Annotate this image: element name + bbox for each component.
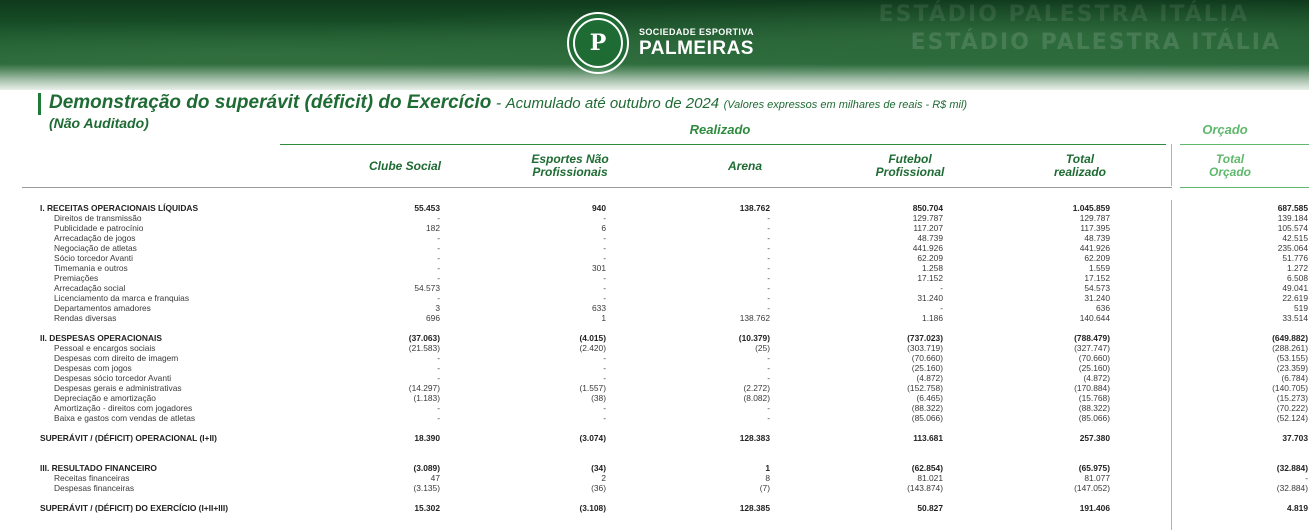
title-main: Demonstração do superávit (déficit) do Exercício	[49, 92, 492, 113]
col-head-line1: Esportes Não	[531, 152, 609, 166]
row-value: 636	[1096, 303, 1110, 313]
row-value: -	[767, 233, 770, 243]
row-value: 2	[601, 473, 606, 483]
row-label: Licenciamento da marca e franquias	[54, 293, 190, 303]
crest-letter: P	[573, 18, 623, 68]
row-value: 47	[430, 473, 440, 483]
col-head-futebol	[850, 153, 970, 179]
row-value: (152.758)	[907, 383, 943, 393]
table-row	[40, 213, 1309, 223]
row-value: (25.160)	[1078, 363, 1110, 373]
row-value: (32.884)	[1276, 483, 1308, 493]
table-row	[40, 363, 1309, 373]
col-head-arena	[685, 160, 805, 173]
row-value: (52.124)	[1276, 413, 1308, 423]
row-label: Receitas financeiras	[54, 473, 130, 483]
section-total-row	[40, 433, 1309, 443]
row-value: 3	[435, 303, 440, 313]
header-banner	[0, 0, 1309, 90]
row-value: (737.023)	[907, 333, 943, 343]
row-value: 113.681	[913, 433, 943, 443]
row-value: (649.882)	[1272, 333, 1308, 343]
row-label: Despesas sócio torcedor Avanti	[54, 373, 172, 383]
col-head-line1: Total	[1215, 152, 1245, 166]
row-value: (37.063)	[408, 333, 440, 343]
row-label: Despesas financeiras	[54, 483, 135, 493]
row-value: 81.077	[1084, 473, 1110, 483]
row-value: (143.874)	[907, 483, 943, 493]
row-value: -	[437, 403, 440, 413]
col-head-line2: realizado	[1053, 165, 1107, 179]
row-value: 17.152	[917, 273, 943, 283]
row-label: Despesas com direito de imagem	[54, 353, 179, 363]
row-value: -	[603, 373, 606, 383]
row-value: 441.926	[912, 243, 943, 253]
col-head-line2: Orçado	[1208, 165, 1251, 179]
section-total-row	[40, 203, 1309, 213]
table-row	[40, 253, 1309, 263]
header-bottom-rule	[22, 187, 1172, 188]
banner-background-text: ESTÁDIO PALESTRA ITÁLIA	[910, 30, 1281, 55]
row-value: -	[767, 283, 770, 293]
col-head-line1: Futebol	[888, 152, 932, 166]
row-value: -	[603, 253, 606, 263]
row-value: 696	[426, 313, 440, 323]
row-value: -	[767, 363, 770, 373]
row-value: -	[603, 243, 606, 253]
col-head-line1: Arena	[727, 159, 762, 173]
row-value: 117.207	[913, 223, 943, 233]
row-value: 138.762	[739, 203, 770, 213]
row-value: (65.975)	[1078, 463, 1110, 473]
row-value: 301	[592, 263, 606, 273]
row-value: 1.258	[922, 263, 943, 273]
row-value: 1.045.859	[1072, 203, 1110, 213]
row-value: -	[437, 363, 440, 373]
row-value: 18.390	[414, 433, 440, 443]
row-value: (3.135)	[413, 483, 440, 493]
row-value: (38)	[591, 393, 606, 403]
row-value: -	[603, 293, 606, 303]
row-value: -	[603, 233, 606, 243]
row-value: 139.184	[1277, 213, 1308, 223]
row-label: Rendas diversas	[54, 313, 117, 323]
row-value: -	[603, 273, 606, 283]
row-value: 81.021	[917, 473, 943, 483]
row-label: II. DESPESAS OPERACIONAIS	[40, 333, 162, 343]
row-value: 33.514	[1282, 313, 1308, 323]
row-value: 1	[765, 463, 770, 473]
table-row	[40, 303, 1309, 313]
row-value: (4.015)	[579, 333, 606, 343]
col-head-line1: Total	[1065, 152, 1095, 166]
row-label: Timemania e outros	[54, 263, 128, 273]
row-value: -	[767, 243, 770, 253]
row-value: (2.420)	[579, 343, 606, 353]
title-subtitle: Acumulado até outubro de 2024	[505, 95, 720, 112]
row-value: 257.380	[1079, 433, 1110, 443]
table-row	[40, 353, 1309, 363]
section-total-row	[40, 463, 1309, 473]
row-label: Despesas com jogos	[54, 363, 132, 373]
row-value: (34)	[591, 463, 606, 473]
row-label: Pessoal e encargos sociais	[54, 343, 156, 353]
row-value: 105.574	[1277, 223, 1308, 233]
row-label: Amortização - direitos com jogadores	[54, 403, 193, 413]
row-value: 62.209	[917, 253, 943, 263]
row-value: -	[437, 273, 440, 283]
row-value: (140.705)	[1272, 383, 1308, 393]
row-value: 117.395	[1080, 223, 1110, 233]
row-value: -	[940, 283, 943, 293]
row-value: 1.186	[922, 313, 943, 323]
row-value: 50.827	[917, 503, 943, 513]
row-value: 850.704	[912, 203, 943, 213]
orcado-top-rule	[1180, 144, 1309, 145]
row-value: -	[767, 303, 770, 313]
table-row	[40, 263, 1309, 273]
row-value: (4.872)	[916, 373, 943, 383]
row-value: -	[767, 213, 770, 223]
table-row	[40, 243, 1309, 253]
row-value: -	[603, 413, 606, 423]
row-value: 687.585	[1277, 203, 1308, 213]
row-value: (85.066)	[911, 413, 943, 423]
row-label: Premiações	[54, 273, 99, 283]
row-value: (15.768)	[1078, 393, 1110, 403]
orcado-header-bottom-rule	[1180, 187, 1309, 188]
title-accent-bar	[38, 93, 41, 115]
table-row	[40, 273, 1309, 283]
row-label: Depreciação e amortização	[54, 393, 156, 403]
row-value: -	[437, 373, 440, 383]
title-dash: -	[491, 95, 506, 112]
row-value: 1.559	[1089, 263, 1110, 273]
row-label: Negociação de atletas	[54, 243, 137, 253]
row-value: 519	[1294, 303, 1308, 313]
row-value: 51.776	[1282, 253, 1308, 263]
banner-background-text-top: ESTÁDIO PALESTRA ITÁLIA	[878, 2, 1249, 27]
row-value: 8	[765, 473, 770, 483]
row-value: (10.379)	[738, 333, 770, 343]
row-label: Sócio torcedor Avanti	[54, 253, 133, 263]
row-label: Direitos de transmissão	[54, 213, 142, 223]
row-value: 6	[601, 223, 606, 233]
row-value: -	[767, 293, 770, 303]
title-units: (Valores expressos em milhares de reais - R$ mil)	[723, 99, 968, 111]
table-row	[40, 403, 1309, 413]
col-head-clube-social	[345, 160, 465, 173]
row-value: (53.155)	[1276, 353, 1308, 363]
row-value: (70.660)	[911, 353, 943, 363]
row-value: 1	[601, 313, 606, 323]
group-realizado: Realizado	[689, 122, 751, 137]
table-row	[40, 393, 1309, 403]
row-value: -	[603, 403, 606, 413]
row-value: (1.557)	[579, 383, 606, 393]
row-value: 48.739	[917, 233, 943, 243]
financial-statement-table	[40, 203, 1309, 513]
section-total-row	[40, 333, 1309, 343]
row-label: Publicidade e patrocínio	[54, 223, 144, 233]
row-value: 4.819	[1287, 503, 1308, 513]
row-value: -	[437, 213, 440, 223]
club-crest-icon	[567, 12, 629, 74]
table-row	[40, 413, 1309, 423]
row-value: (25)	[755, 343, 770, 353]
row-value: -	[767, 373, 770, 383]
row-label: Departamentos amadores	[54, 303, 151, 313]
row-spacer	[40, 493, 1309, 503]
row-value: (288.261)	[1272, 343, 1308, 353]
row-spacer	[40, 443, 1309, 463]
row-value: -	[437, 253, 440, 263]
row-value: 37.703	[1282, 433, 1308, 443]
audit-note: (Não Auditado)	[49, 115, 149, 131]
row-value: 138.762	[739, 313, 770, 323]
row-label: Despesas gerais e administrativas	[54, 383, 182, 393]
row-value: 1.272	[1287, 263, 1308, 273]
club-name-small: SOCIEDADE ESPORTIVA	[639, 26, 754, 37]
row-value: 22.619	[1282, 293, 1308, 303]
row-value: (327.747)	[1074, 343, 1110, 353]
row-value: (1.183)	[413, 393, 440, 403]
realizado-top-rule	[280, 144, 1166, 145]
row-value: (4.872)	[1083, 373, 1110, 383]
row-value: 128.385	[739, 503, 770, 513]
row-value: (70.660)	[1078, 353, 1110, 363]
row-value: 191.406	[1079, 503, 1110, 513]
col-head-line2: Profissional	[875, 165, 945, 179]
row-value: -	[767, 253, 770, 263]
row-value: (170.884)	[1074, 383, 1110, 393]
row-value: (70.222)	[1276, 403, 1308, 413]
row-value: (303.719)	[907, 343, 943, 353]
row-label: I. RECEITAS OPERACIONAIS LÍQUIDAS	[40, 203, 199, 213]
club-logo	[567, 12, 754, 74]
row-value: 15.302	[414, 503, 440, 513]
row-value: -	[767, 353, 770, 363]
orcado-divider-top	[1171, 144, 1172, 186]
row-value: (6.465)	[916, 393, 943, 403]
row-value: (8.082)	[743, 393, 770, 403]
table-row	[40, 343, 1309, 353]
row-value: -	[437, 293, 440, 303]
section-total-row	[40, 503, 1309, 513]
row-label: Baixa e gastos com vendas de atletas	[54, 413, 196, 423]
table-row	[40, 483, 1309, 493]
table-row	[40, 223, 1309, 233]
col-head-total-realizado	[1020, 153, 1140, 179]
row-value: 42.515	[1282, 233, 1308, 243]
row-value: -	[767, 413, 770, 423]
row-value: (147.052)	[1074, 483, 1110, 493]
row-value: 182	[426, 223, 440, 233]
row-spacer	[40, 323, 1309, 333]
row-value: 49.041	[1282, 283, 1308, 293]
table-row	[40, 383, 1309, 393]
row-value: (15.273)	[1276, 393, 1308, 403]
row-label: SUPERÁVIT / (DÉFICIT) OPERACIONAL (I+II)	[40, 433, 217, 443]
row-value: (6.784)	[1281, 373, 1308, 383]
row-value: (32.884)	[1276, 463, 1308, 473]
row-value: -	[437, 413, 440, 423]
row-value: (25.160)	[911, 363, 943, 373]
row-value: -	[603, 363, 606, 373]
row-value: -	[437, 243, 440, 253]
row-value: (3.108)	[579, 503, 606, 513]
row-spacer	[40, 423, 1309, 433]
row-value: -	[603, 213, 606, 223]
row-value: (21.583)	[408, 343, 440, 353]
row-value: 940	[592, 203, 606, 213]
row-label: Arrecadação de jogos	[54, 233, 136, 243]
row-value: -	[767, 263, 770, 273]
col-head-esportes	[510, 153, 630, 179]
row-value: 128.383	[739, 433, 770, 443]
row-value: (62.854)	[911, 463, 943, 473]
row-value: (85.066)	[1078, 413, 1110, 423]
row-value: 441.926	[1079, 243, 1110, 253]
row-value: (7)	[759, 483, 770, 493]
row-value: 48.739	[1084, 233, 1110, 243]
row-value: 31.240	[1084, 293, 1110, 303]
group-orcado: Orçado	[1202, 122, 1248, 137]
row-value: 235.064	[1277, 243, 1308, 253]
row-value: 17.152	[1084, 273, 1110, 283]
table-row	[40, 233, 1309, 243]
row-value: (36)	[591, 483, 606, 493]
row-value: (14.297)	[408, 383, 440, 393]
row-label: Arrecadação social	[54, 283, 126, 293]
row-value: -	[940, 303, 943, 313]
row-value: -	[1305, 473, 1308, 483]
row-label: SUPERÁVIT / (DÉFICIT) DO EXERCÍCIO (I+II+III)	[40, 503, 228, 513]
row-value: 140.644	[1079, 313, 1110, 323]
row-value: 129.787	[1079, 213, 1110, 223]
row-value: -	[437, 233, 440, 243]
col-head-line2: Profissionais	[532, 165, 608, 179]
row-value: (88.322)	[911, 403, 943, 413]
row-value: (23.359)	[1276, 363, 1308, 373]
row-value: (2.272)	[743, 383, 770, 393]
col-head-total-orcado	[1180, 153, 1280, 179]
table-row	[40, 283, 1309, 293]
row-value: 62.209	[1084, 253, 1110, 263]
row-value: 129.787	[912, 213, 943, 223]
row-value: (3.089)	[413, 463, 440, 473]
table-row	[40, 473, 1309, 483]
club-name	[639, 27, 754, 60]
row-value: 54.573	[1084, 283, 1110, 293]
table-row	[40, 313, 1309, 323]
row-value: 31.240	[917, 293, 943, 303]
row-value: -	[437, 353, 440, 363]
table-row	[40, 373, 1309, 383]
col-head-line1: Clube Social	[368, 159, 442, 173]
row-value: -	[767, 223, 770, 233]
row-value: (788.479)	[1074, 333, 1110, 343]
row-value: -	[437, 263, 440, 273]
row-value: -	[767, 273, 770, 283]
row-value: (88.322)	[1078, 403, 1110, 413]
club-name-big: PALMEIRAS	[639, 37, 754, 59]
page-title	[49, 92, 967, 114]
row-value: 55.453	[414, 203, 440, 213]
table-row	[40, 293, 1309, 303]
row-value: -	[767, 403, 770, 413]
row-value: (3.074)	[579, 433, 606, 443]
row-value: 633	[592, 303, 606, 313]
row-value: -	[603, 353, 606, 363]
row-value: 6.508	[1287, 273, 1308, 283]
row-value: -	[603, 283, 606, 293]
row-label: III. RESULTADO FINANCEIRO	[40, 463, 157, 473]
row-value: 54.573	[414, 283, 440, 293]
